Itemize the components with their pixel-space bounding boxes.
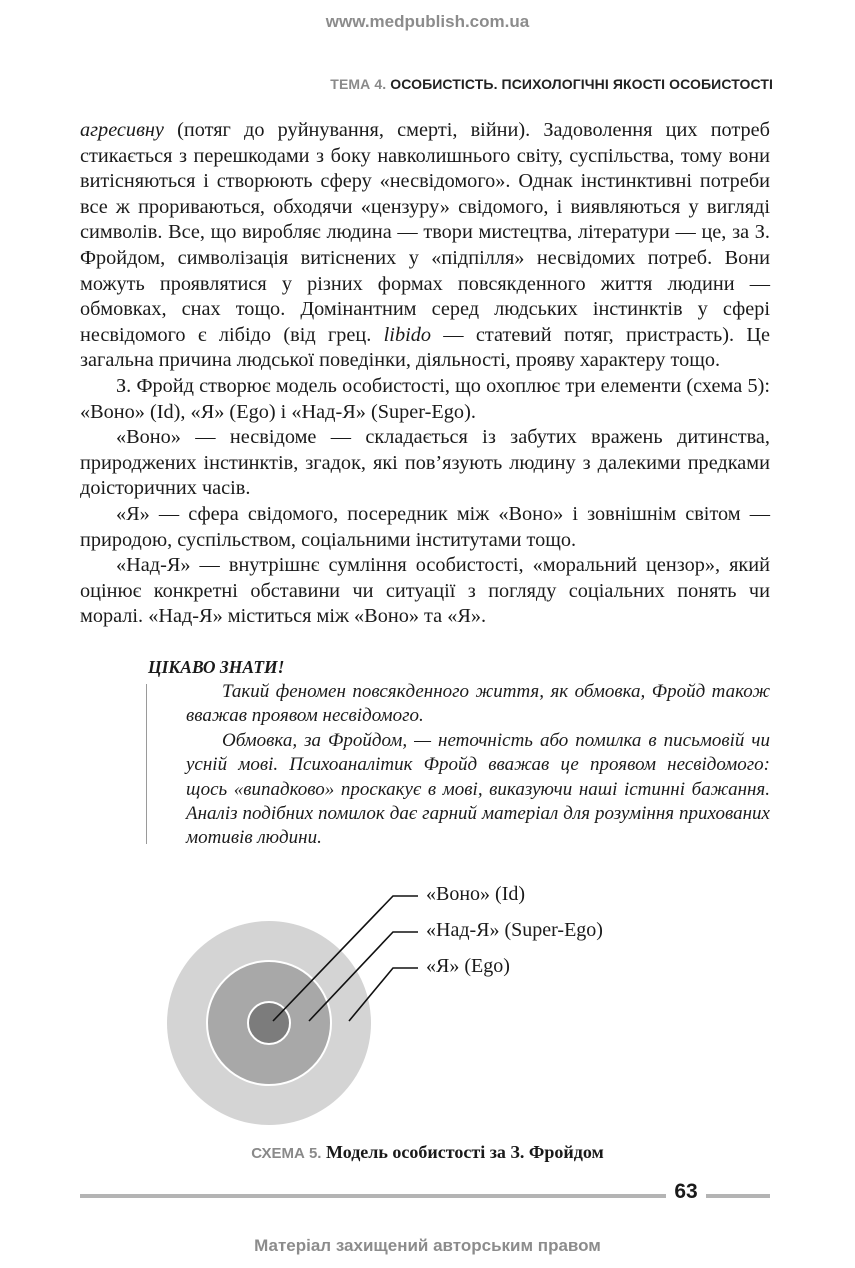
label-ego: «Я» (Ego) [426, 955, 510, 977]
footer-rule-right [706, 1194, 770, 1198]
inner-circle-id [248, 1002, 290, 1044]
page-number: 63 [674, 1180, 698, 1203]
box-heading: ЦІКАВО ЗНАТИ! [148, 657, 285, 677]
paragraph-2: З. Фройд створює модель особистості, що охоплює три елементи (схема 5): «Воно» (Id), «Я» (Ego) і «Над-Я» (Super-Ego). [80, 374, 770, 423]
caption-label: СХЕМА 5. [251, 1145, 322, 1162]
footer-rule-left [80, 1194, 666, 1198]
copyright-notice: Матеріал захищений авторським правом [254, 1236, 601, 1255]
paragraph-1 [80, 118, 770, 374]
site-url[interactable]: www.medpublish.com.ua [325, 12, 530, 31]
caption-title: Модель особистості за З. Фройдом [325, 1142, 604, 1162]
box-text [186, 680, 770, 851]
topic-title: ОСОБИСТІСТЬ. ПСИХОЛОГІЧНІ ЯКОСТІ ОСОБИСТОСТІ [390, 76, 773, 92]
paragraph-1-text: (потяг до руйнування, смерті, війни). Задоволення цих потреб стикається з перешкодами з боку навколишнього світу, суспільства, тому вони витісняються і створюють сферу «несвідомого». Однак інстинктивні потреби все ж прориваються, обходячи «цензуру» свідомого, і виявляються у вигляді символів. Все, що виробляє людина — твори мистецтва, літератури — це, за З. Фройдом, символізація витіснених у «підпілля» несвідомих потреб. Вони можуть проявлятися у різних формах повсякденного життя людини — обмовках, снах тощо. Домінантним серед людських інстинктів у сфері несвідомого є лібідо (від грец. [80, 119, 770, 346]
topic-label: ТЕМА 4. [330, 76, 387, 92]
term-libido: libido [383, 323, 431, 346]
paragraph-3: «Воно» — несвідоме — складається із забутих вражень дитинства, природжених інстинктів, згадок, які пов’язують людину з далекими предками доісторичних часів. [80, 426, 770, 500]
box-paragraph-2: Обмовка, за Фройдом, — неточність або помилка в письмовій чи усній мові. Психоаналітик Фройд вважав це проявом несвідомого: щось «випадково» проскакує в мові, виказуючи наші істинні бажання. Аналіз подібних помилок дає гарний матеріал для розуміння прихованих мотивів людини. [186, 729, 770, 849]
paragraph-4: «Я» — сфера свідомого, посередник між «Воно» і зовнішнім світом — природою, суспільством, соціальними інститутами тощо. [80, 502, 770, 551]
label-superego: «Над-Я» (Super-Ego) [426, 919, 603, 941]
figure-caption [0, 1142, 855, 1163]
box-paragraph-1: Такий феномен повсякденного життя, як обмовка, Фройд також вважав проявом несвідомого. [186, 681, 770, 727]
paragraph-1-text-end: — статевий потяг, пристрасть). Це загальна причина людської поведінки, діяльності, прояву характеру тощо. [80, 323, 771, 372]
freud-personality-diagram [150, 870, 690, 1140]
paragraph-5: «Над-Я» — внутрішнє сумління особистості, «моральний цензор», який оцінює конкретні обставини чи ситуації з погляду соціальних понять чи моралі. «Над-Я» міститься між «Воно» та «Я». [80, 554, 770, 628]
label-id: «Воно» (Id) [426, 883, 526, 905]
diagram-svg [150, 870, 690, 1140]
body-text [80, 118, 770, 630]
box-rule [146, 684, 147, 844]
term-aggressive: агресивну [80, 119, 164, 141]
running-head [330, 76, 773, 92]
